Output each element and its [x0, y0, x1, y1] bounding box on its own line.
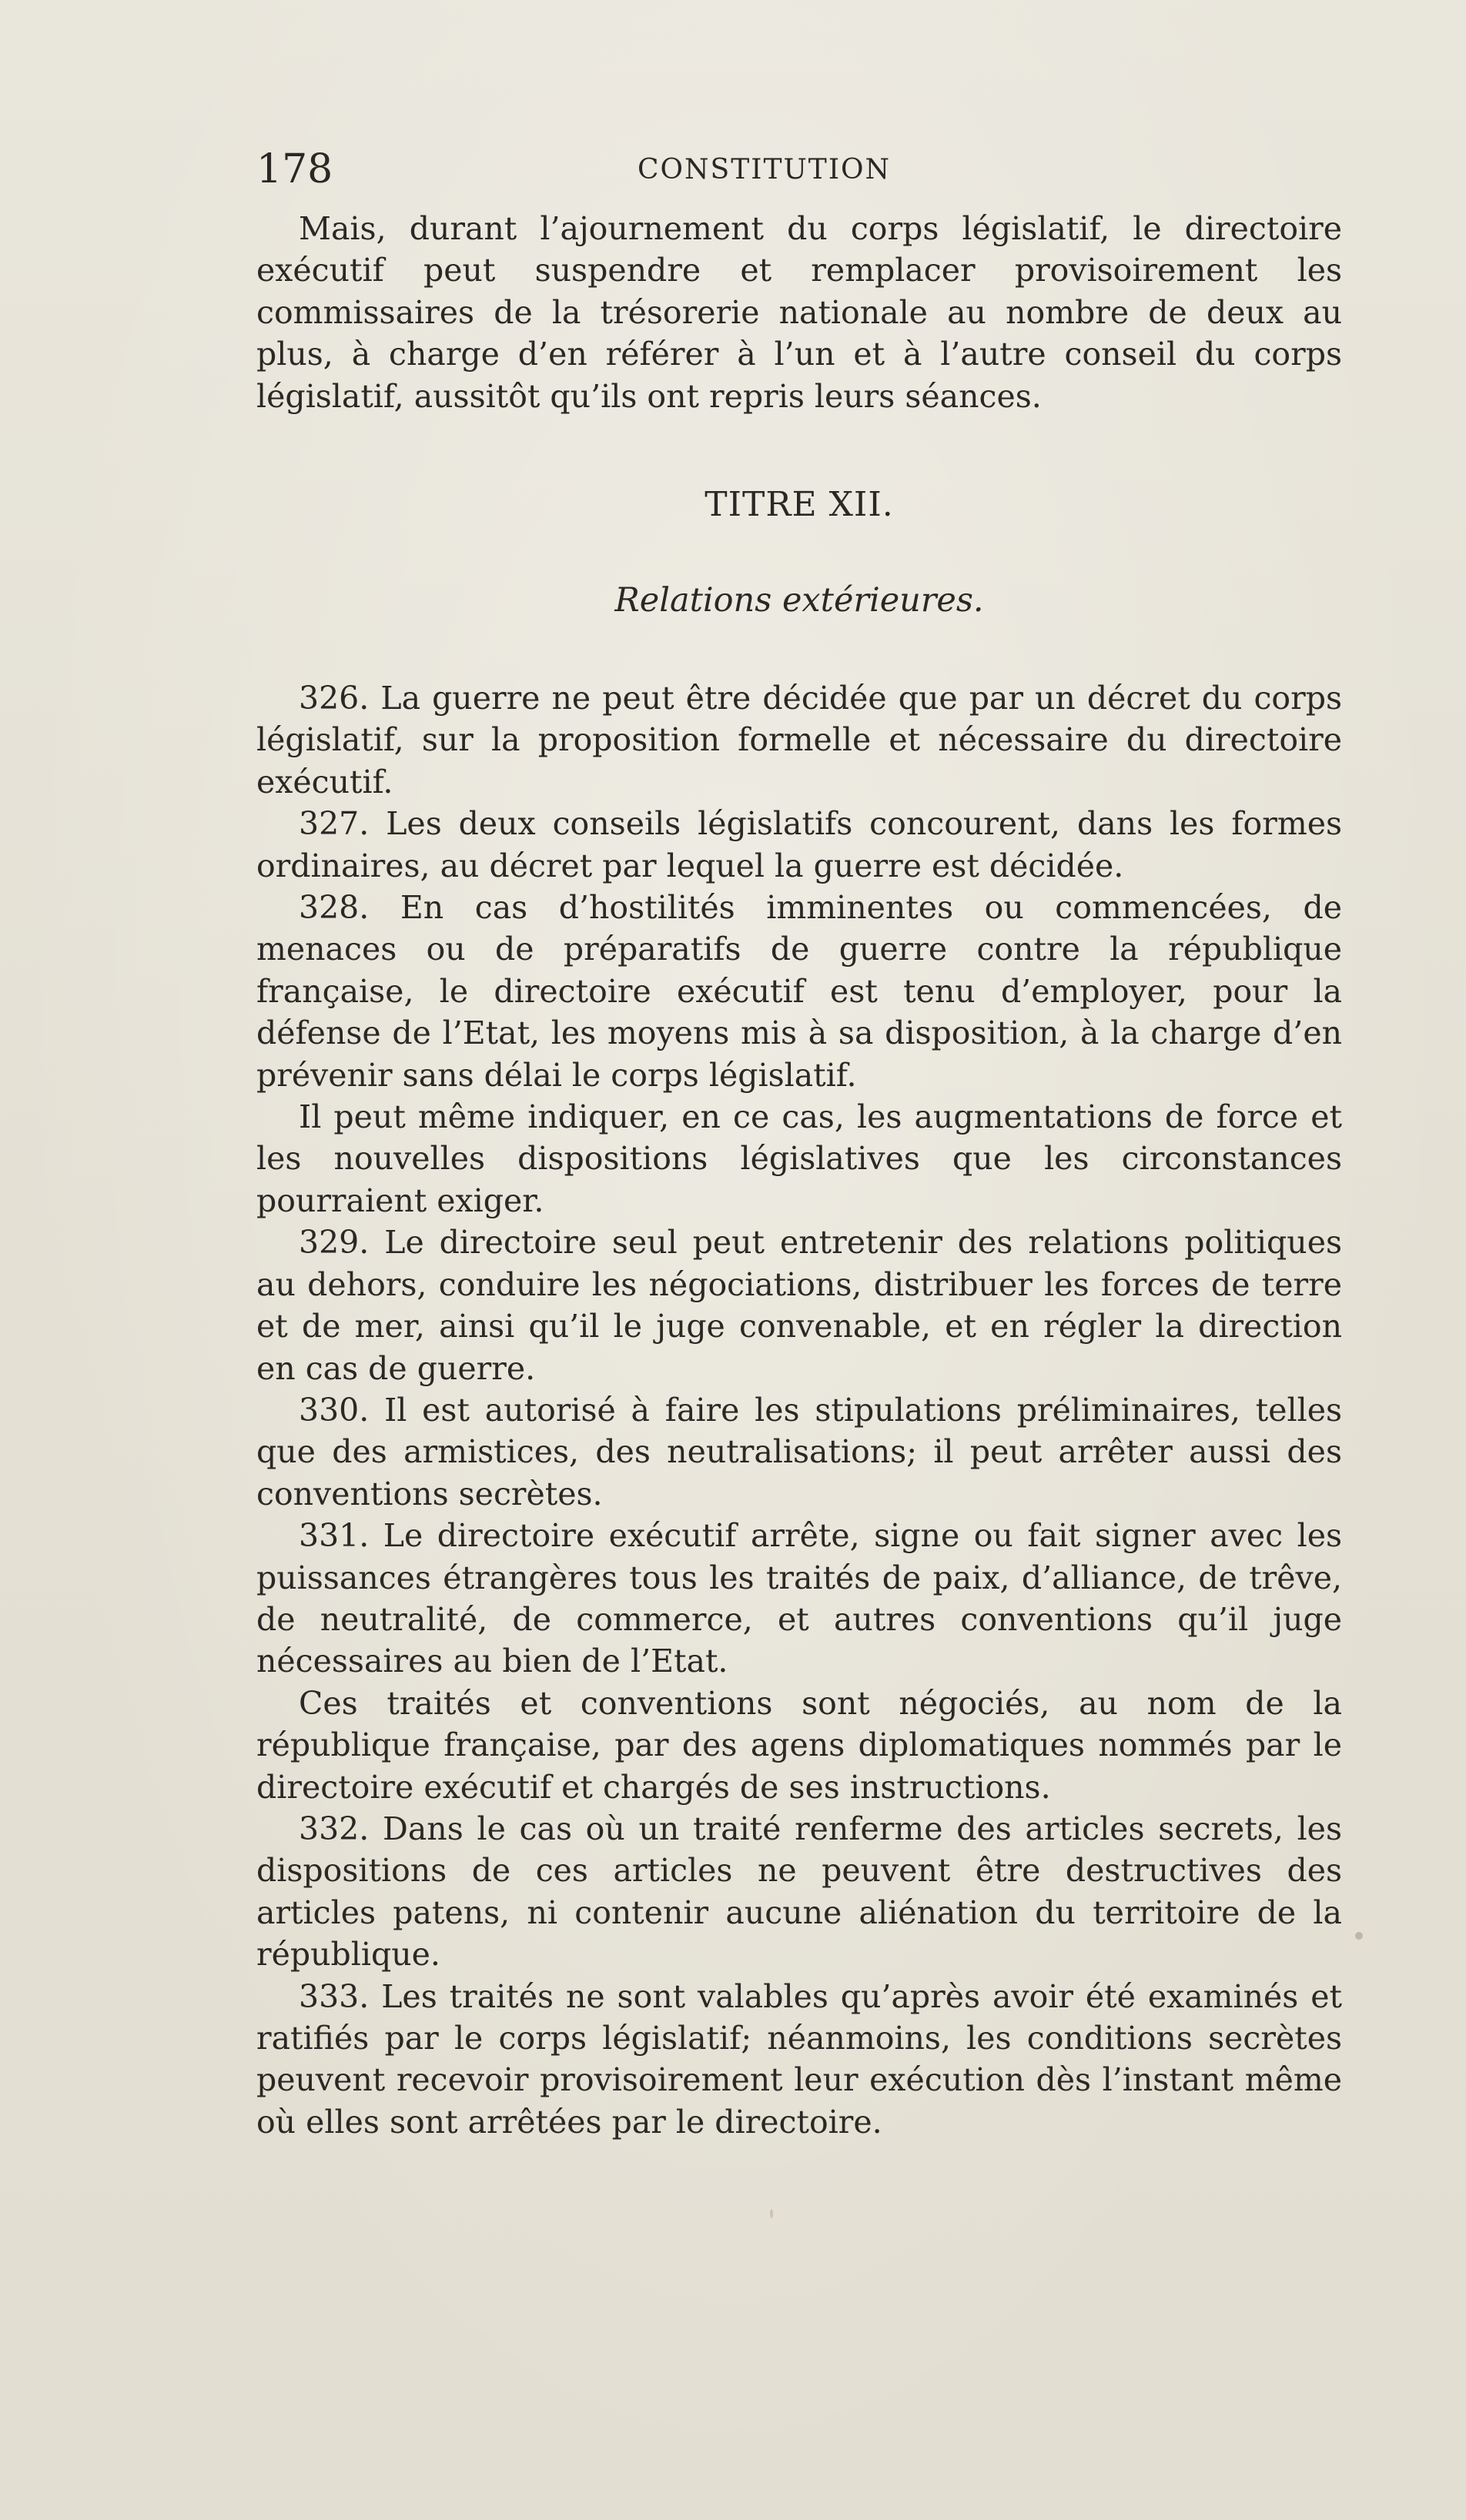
intro-paragraph: Mais, durant l’ajournement du corps législatif, le directoire exécutif peut suspendre et remplacer provisoirement les commissaires de la trésorerie nationale au nombre de deux au plus, à charge d’en référer à l’un et à l’autre conseil du corps législatif, aussitôt qu’ils ont repris leurs séances. [256, 210, 1342, 415]
articles-block [256, 677, 1342, 2143]
page-number: 178 [256, 146, 333, 192]
article-paragraph: 333. Les traités ne sont valables qu’après avoir été examinés et ratifiés par le corps législatif; néanmoins, les conditions secrètes peuvent recevoir provisoirement leur exécution dès l’instant même où elles sont arrêtées par le directoire. [256, 1977, 1342, 2141]
article-paragraph: 329. Le directoire seul peut entretenir des relations politiques au dehors, conduire les négociations, distribuer les forces de terre et de mer, ainsi qu’il le juge convenable, et en régler la direction en cas de guerre. [256, 1224, 1342, 1387]
paper-spot [1355, 1932, 1363, 1940]
section-title: TITRE XII. [705, 485, 894, 524]
running-head: CONSTITUTION [638, 154, 892, 185]
article-paragraph: 328. En cas d’hostilités imminentes ou commencées, de menaces ou de préparatifs de guerre contre la république française, le directoire exécutif est tenu d’employer, pour la défense de l’Etat, les moyens mis à sa disposition, à la charge d’en prévenir sans délai le corps législatif. [256, 889, 1342, 1094]
article-paragraph: 332. Dans le cas où un traité renferme des articles secrets, les dispositions de ces articles ne peuvent être destructives des articles patens, ni contenir aucune aliénation du territoire de la république. [256, 1810, 1342, 1974]
article-paragraph: 327. Les deux conseils législatifs concourent, dans les formes ordinaires, au décret par lequel la guerre est décidée. [256, 805, 1342, 884]
article-paragraph: 326. La guerre ne peut être décidée que par un décret du corps législatif, sur la proposition formelle et nécessaire du directoire exécutif. [256, 680, 1342, 800]
article-paragraph: 330. Il est autorisé à faire les stipulations préliminaires, telles que des armistices, des neutralisations; il peut arrêter aussi des conventions secrètes. [256, 1391, 1342, 1512]
article-paragraph: Il peut même indiquer, en ce cas, les augmentations de force et les nouvelles dispositions législatives que les circonstances pourraient exiger. [256, 1098, 1342, 1219]
article-paragraph: Ces traités et conventions sont négociés, au nom de la république française, par des agens diplomatiques nommés par le directoire exécutif et chargés de ses instructions. [256, 1684, 1342, 1806]
paper-spot [770, 2209, 773, 2218]
section-subtitle: Relations extérieures. [614, 581, 984, 620]
page-header [256, 142, 1342, 196]
intro-paragraph-block [256, 208, 1342, 417]
article-paragraph: 331. Le directoire exécutif arrête, signe ou fait signer avec les puissances étrangères tous les traités de paix, d’alliance, de trêve, de neutralité, de commerce, et autres conventions qu’il juge nécessaires au bien de l’Etat. [256, 1517, 1342, 1680]
